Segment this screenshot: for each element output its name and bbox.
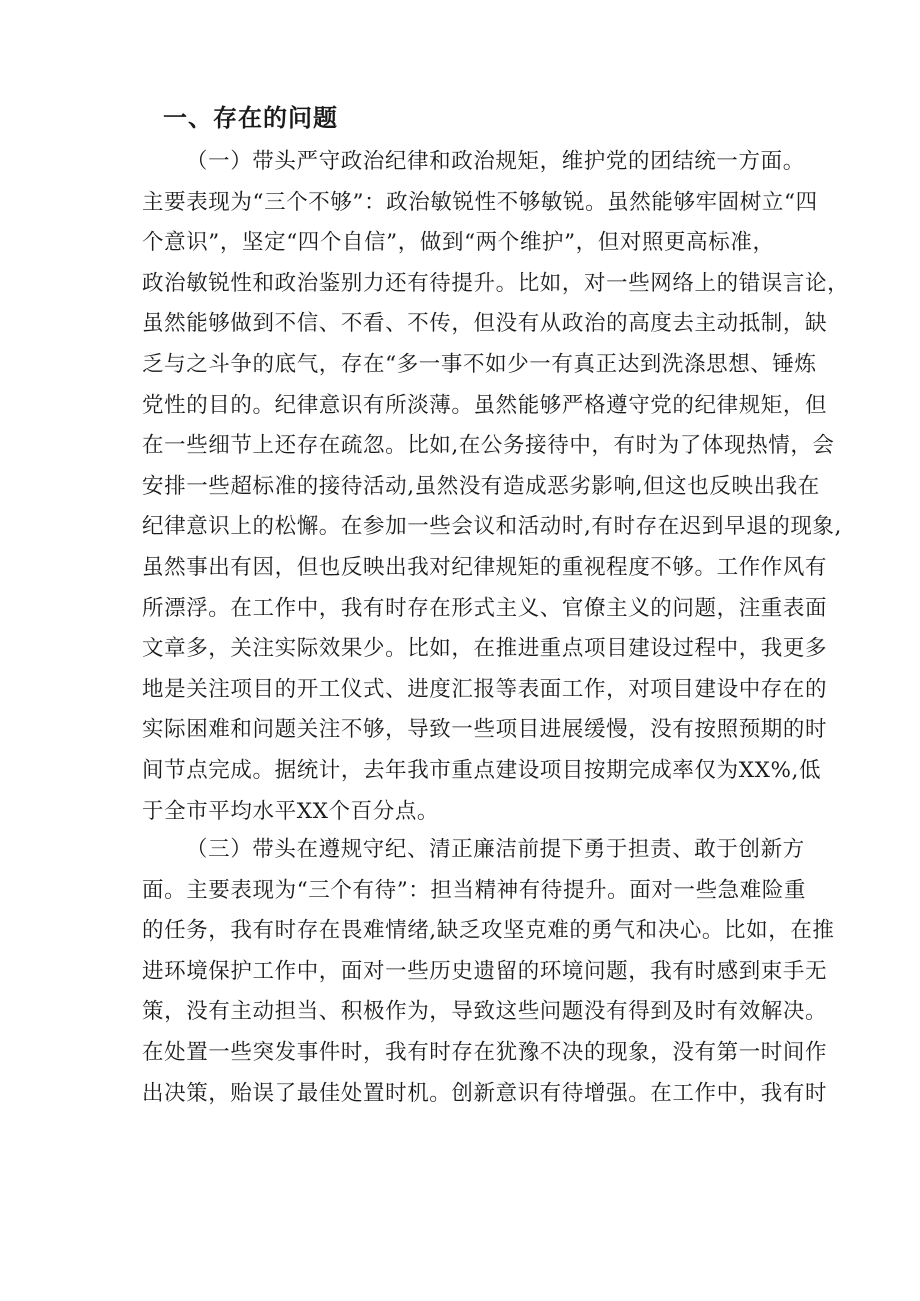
paragraph-line: 在一些细节上还存在疏忽。比如,在公务接待中，有时为了体现热情，会: [142, 433, 835, 459]
paragraph-line: 策，没有主动担当、积极作为，导致这些问题没有得到及时有效解决。: [142, 999, 828, 1025]
paragraph-line: 文章多，关注实际效果少。比如，在推进重点项目建设过程中，我更多: [142, 636, 828, 662]
paragraph-line: 于全市平均水平XX个百分点。: [142, 798, 440, 824]
paragraph-discipline: [142, 142, 850, 832]
paragraph-line: 虽然事出有因，但也反映出我对纪律规矩的重视程度不够。工作作风有: [142, 554, 828, 580]
paragraph-line: （一）带头严守政治纪律和政治规矩，维护党的团结统一方面。: [186, 149, 805, 174]
paragraph-line: （三）带头在遵规守纪、清正廉洁前提下勇于担责、敢于创新方: [186, 837, 805, 862]
paragraph-line: 面。主要表现为“三个有待”：担当精神有待提升。面对一些急难险重: [142, 877, 807, 903]
paragraph-line: 安排一些超标准的接待活动,虽然没有造成恶劣影响,但这也反映出我在: [142, 473, 820, 499]
paragraph-line: 纪律意识上的松懈。在参加一些会议和活动时,有时存在迟到早退的现象,: [142, 514, 842, 540]
paragraph-line: 所漂浮。在工作中，我有时存在形式主义、官僚主义的问题，注重表面: [142, 595, 828, 621]
paragraph-line: 进环境保护工作中，面对一些历史遗留的环境问题，我有时感到束手无: [142, 958, 828, 984]
paragraph-line: 的任务，我有时存在畏难情绪,缺乏攻坚克难的勇气和决心。比如，在推: [142, 918, 835, 944]
paragraph-responsibility: [142, 830, 842, 1114]
paragraph-line: 个意识”，坚定“四个自信”，做到“两个维护”，但对照更高标准，: [142, 230, 775, 256]
paragraph-line: 政治敏锐性和政治鉴别力还有待提升。比如，对一些网络上的错误言论，: [142, 270, 850, 296]
paragraph-line: 在处置一些突发事件时，我有时存在犹豫不决的现象，没有第一时间作: [142, 1039, 828, 1065]
paragraph-line: 间节点完成。据统计，去年我市重点建设项目按期完成率仅为XX%,低: [142, 757, 822, 783]
paragraph-line: 主要表现为“三个不够”：政治敏锐性不够敏锐。虽然能够牢固树立“四: [142, 189, 818, 215]
paragraph-line: 虽然能够做到不信、不看、不传，但没有从政治的高度去主动抵制，缺: [142, 311, 828, 337]
paragraph-line: 乏与之斗争的底气，存在“多一事不如少一有真正达到洗涤思想、锤炼: [142, 351, 817, 377]
paragraph-line: 实际困难和问题关注不够，导致一些项目进展缓慢，没有按照预期的时: [142, 717, 828, 743]
paragraph-line: 党性的目的。纪律意识有所淡薄。虽然能够严格遵守党的纪律规矩，但: [142, 392, 828, 418]
section-heading: 一、存在的问题: [163, 103, 338, 132]
paragraph-line: 地是关注项目的开工仪式、进度汇报等表面工作，对项目建设中存在的: [142, 676, 828, 702]
paragraph-line: 出决策，贻误了最佳处置时机。创新意识有待增强。在工作中，我有时: [142, 1080, 828, 1106]
